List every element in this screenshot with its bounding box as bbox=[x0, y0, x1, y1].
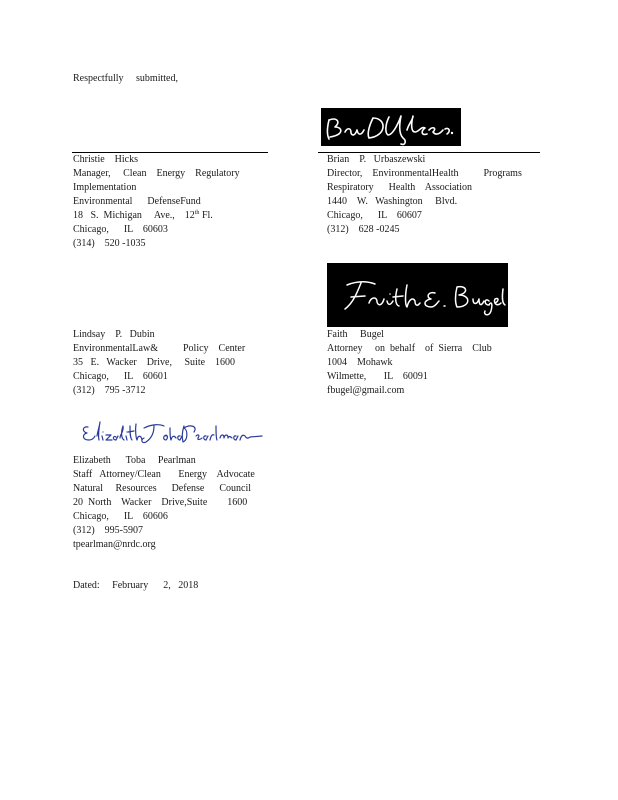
signatory-block-urbaszewski bbox=[327, 153, 522, 237]
signatory-name: Faith Bugel bbox=[327, 329, 384, 340]
signature-image-urbaszewski bbox=[321, 108, 461, 146]
signatory-name: Lindsay P. Dubin bbox=[73, 329, 155, 340]
signature-image-bugel bbox=[327, 263, 508, 327]
signatory-street: 35 E. Wacker Drive, Suite 1600 bbox=[73, 357, 236, 368]
signatory-title: Director, EnvironmentalHealth Programs bbox=[327, 168, 522, 179]
signatory-city: Chicago, IL 60606 bbox=[73, 511, 168, 522]
signature-image-pearlman bbox=[80, 418, 266, 448]
signatory-street: 1004 Mohawk bbox=[327, 357, 393, 368]
signatory-title-cont: Implementation bbox=[73, 182, 137, 193]
signatory-city: Chicago, IL 60603 bbox=[73, 224, 168, 235]
signatory-street: 20 North Wacker Drive,Suite 1600 bbox=[73, 497, 248, 508]
signatory-organization: Natural Resources Defense Council bbox=[73, 483, 252, 494]
signatory-organization: Environmental DefenseFund bbox=[73, 196, 201, 207]
signatory-block-bugel bbox=[327, 328, 492, 398]
signatory-block-dubin bbox=[73, 328, 245, 398]
signatory-city: Chicago, IL 60607 bbox=[327, 210, 422, 221]
closing-text: Respectfully submitted, bbox=[73, 73, 178, 84]
signatory-email: tpearlman@nrdc.org bbox=[73, 539, 156, 550]
signatory-block-hicks bbox=[73, 153, 240, 251]
signatory-title: Staff Attorney/Clean Energy Advocate bbox=[73, 469, 255, 480]
signatory-name: Brian P. Urbaszewski bbox=[327, 154, 426, 165]
signatory-phone: (312) 795 -3712 bbox=[73, 385, 146, 396]
signatory-phone: (314) 520 -1035 bbox=[73, 238, 146, 249]
signatory-street: 1440 W. Washington Blvd. bbox=[327, 196, 458, 207]
signatory-city: Chicago, IL 60601 bbox=[73, 371, 168, 382]
date-line: Dated: February 2, 2018 bbox=[73, 580, 199, 591]
signatory-city: Wilmette, IL 60091 bbox=[327, 371, 428, 382]
ordinal-suffix: th bbox=[194, 210, 200, 216]
signatory-street: 18 S. Michigan Ave., 12th Fl. bbox=[73, 210, 213, 221]
signatory-organization: EnvironmentalLaw& Policy Center bbox=[73, 343, 246, 354]
signatory-organization: Respiratory Health Association bbox=[327, 182, 472, 193]
signatory-title: Manager, Clean Energy Regulatory bbox=[73, 168, 240, 179]
signatory-block-pearlman bbox=[73, 454, 255, 552]
signatory-phone: (312) 995-5907 bbox=[73, 525, 143, 536]
signatory-email: fbugel@gmail.com bbox=[327, 385, 405, 396]
signatory-name: Elizabeth Toba Pearlman bbox=[73, 455, 196, 466]
signatory-name: Christie Hicks bbox=[73, 154, 138, 165]
signatory-phone: (312) 628 -0245 bbox=[327, 224, 400, 235]
signatory-title: Attorney on behalf of Sierra Club bbox=[327, 343, 492, 354]
